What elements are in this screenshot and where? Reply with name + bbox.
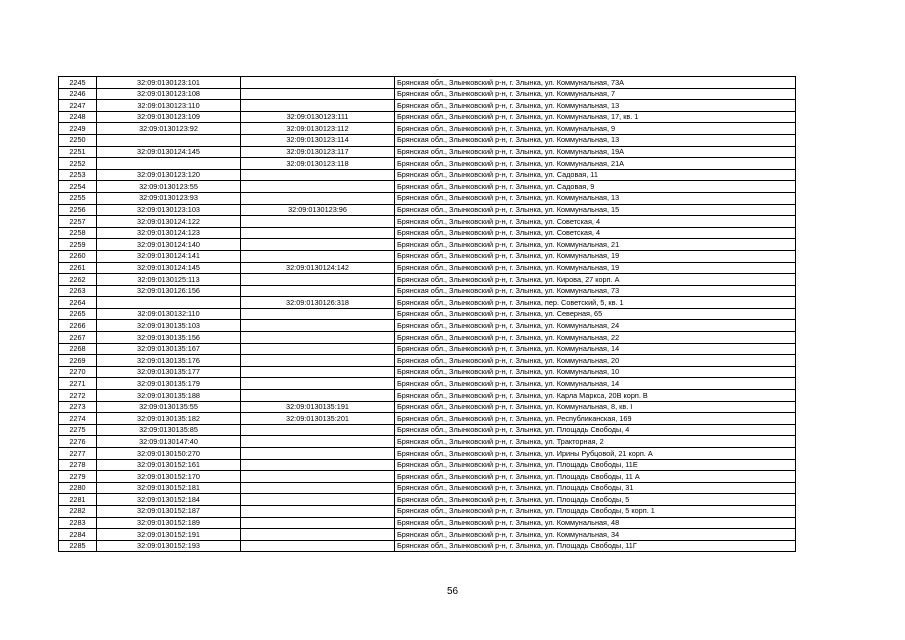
cadastral-number-building-cell — [241, 482, 395, 494]
row-number-cell: 2266 — [59, 320, 97, 332]
table-row — [59, 308, 796, 320]
cadastral-number-building-cell — [241, 239, 395, 251]
cadastral-number-parcel-cell — [97, 134, 241, 146]
address-cell: Брянская обл., Злынковский р-н, г. Злынка, ул. Карла Маркса, 20В корп. В — [395, 390, 796, 402]
row-number-cell: 2255 — [59, 192, 97, 204]
row-number-cell: 2274 — [59, 413, 97, 425]
cadastral-number-building-cell — [241, 505, 395, 517]
address-cell: Брянская обл., Злынковский р-н, г. Злынка, ул. Коммунальная, 9 — [395, 123, 796, 135]
cadastral-number-building-cell — [241, 285, 395, 297]
address-cell: Брянская обл., Злынковский р-н, г. Злынка, ул. Коммунальная, 48 — [395, 517, 796, 529]
cadastral-number-building-cell: 32:09:0130123:96 — [241, 204, 395, 216]
cadastral-number-building-cell — [241, 378, 395, 390]
table-row — [59, 540, 796, 552]
cadastral-number-parcel-cell: 32:09:0130123:55 — [97, 181, 241, 193]
row-number-cell: 2264 — [59, 297, 97, 309]
cadastral-number-building-cell — [241, 459, 395, 471]
cadastral-number-parcel-cell: 32:09:0130124:145 — [97, 146, 241, 158]
row-number-cell: 2272 — [59, 390, 97, 402]
address-cell: Брянская обл., Злынковский р-н, г. Злынка, ул. Площадь Свободы, 4 — [395, 424, 796, 436]
address-cell: Брянская обл., Злынковский р-н, г. Злынка, ул. Коммунальная, 19А — [395, 146, 796, 158]
address-cell: Брянская обл., Злынковский р-н, г. Злынка, ул. Площадь Свободы, 5 — [395, 494, 796, 506]
cadastral-number-building-cell — [241, 332, 395, 344]
table-row — [59, 227, 796, 239]
table-row — [59, 100, 796, 112]
row-number-cell: 2278 — [59, 459, 97, 471]
table-row — [59, 424, 796, 436]
table-row — [59, 366, 796, 378]
row-number-cell: 2281 — [59, 494, 97, 506]
table-row — [59, 146, 796, 158]
cadastral-number-parcel-cell: 32:09:0130152:184 — [97, 494, 241, 506]
cadastral-number-building-cell — [241, 88, 395, 100]
table-row — [59, 482, 796, 494]
address-cell: Брянская обл., Злынковский р-н, г. Злынка, ул. Площадь Свободы, 11Г — [395, 540, 796, 552]
row-number-cell: 2285 — [59, 540, 97, 552]
table-row — [59, 505, 796, 517]
cadastral-number-parcel-cell: 32:09:0130135:177 — [97, 366, 241, 378]
cadastral-number-building-cell — [241, 181, 395, 193]
row-number-cell: 2247 — [59, 100, 97, 112]
table-row — [59, 436, 796, 448]
cadastral-number-parcel-cell: 32:09:0130123:92 — [97, 123, 241, 135]
cadastral-number-building-cell — [241, 366, 395, 378]
cadastral-number-building-cell: 32:09:0130123:118 — [241, 158, 395, 170]
address-cell: Брянская обл., Злынковский р-н, г. Злынка, ул. Площадь Свободы, 5 корп. 1 — [395, 505, 796, 517]
cadastral-number-building-cell: 32:09:0130123:112 — [241, 123, 395, 135]
cadastral-number-parcel-cell: 32:09:0130152:187 — [97, 505, 241, 517]
row-number-cell: 2270 — [59, 366, 97, 378]
cadastral-number-building-cell — [241, 517, 395, 529]
address-cell: Брянская обл., Злынковский р-н, г. Злынка, ул. Коммунальная, 19 — [395, 262, 796, 274]
address-cell: Брянская обл., Злынковский р-н, г. Злынка, ул. Коммунальная, 24 — [395, 320, 796, 332]
address-cell: Брянская обл., Злынковский р-н, г. Злынка, ул. Тракторная, 2 — [395, 436, 796, 448]
row-number-cell: 2250 — [59, 134, 97, 146]
row-number-cell: 2248 — [59, 111, 97, 123]
row-number-cell: 2249 — [59, 123, 97, 135]
table-row — [59, 529, 796, 541]
cadastral-number-parcel-cell: 32:09:0130152:189 — [97, 517, 241, 529]
cadastral-number-parcel-cell: 32:09:0130135:188 — [97, 390, 241, 402]
address-cell: Брянская обл., Злынковский р-н, г. Злынка, ул. Советская, 4 — [395, 227, 796, 239]
cadastral-number-parcel-cell: 32:09:0130152:161 — [97, 459, 241, 471]
cadastral-number-parcel-cell: 32:09:0130132:110 — [97, 308, 241, 320]
cadastral-number-parcel-cell: 32:09:0130123:101 — [97, 77, 241, 89]
address-cell: Брянская обл., Злынковский р-н, г. Злынка, ул. Республиканская, 169 — [395, 413, 796, 425]
table-row — [59, 169, 796, 181]
address-cell: Брянская обл., Злынковский р-н, г. Злынка, ул. Площадь Свободы, 11Е — [395, 459, 796, 471]
cadastral-number-parcel-cell: 32:09:0130135:156 — [97, 332, 241, 344]
row-number-cell: 2265 — [59, 308, 97, 320]
table-row — [59, 343, 796, 355]
cadastral-number-building-cell: 32:09:0130123:117 — [241, 146, 395, 158]
row-number-cell: 2258 — [59, 227, 97, 239]
address-cell: Брянская обл., Злынковский р-н, г. Злынка, ул. Коммунальная, 20 — [395, 355, 796, 367]
cadastral-number-building-cell — [241, 250, 395, 262]
row-number-cell: 2268 — [59, 343, 97, 355]
cadastral-number-building-cell — [241, 529, 395, 541]
address-cell: Брянская обл., Злынковский р-н, г. Злынка, ул. Коммунальная, 14 — [395, 343, 796, 355]
cadastral-number-parcel-cell: 32:09:0130152:193 — [97, 540, 241, 552]
table-row — [59, 413, 796, 425]
cadastral-number-parcel-cell: 32:09:0130123:109 — [97, 111, 241, 123]
cadastral-number-parcel-cell: 32:09:0130152:191 — [97, 529, 241, 541]
cadastral-number-building-cell — [241, 274, 395, 286]
cadastral-number-building-cell: 32:09:0130123:111 — [241, 111, 395, 123]
cadastral-number-building-cell — [241, 355, 395, 367]
address-cell: Брянская обл., Злынковский р-н, г. Злынка, ул. Коммунальная, 15 — [395, 204, 796, 216]
cadastral-number-building-cell — [241, 424, 395, 436]
cadastral-number-building-cell: 32:09:0130135:201 — [241, 413, 395, 425]
row-number-cell: 2284 — [59, 529, 97, 541]
address-cell: Брянская обл., Злынковский р-н, г. Злынка, ул. Коммунальная, 73 — [395, 285, 796, 297]
cadastral-number-parcel-cell: 32:09:0130135:179 — [97, 378, 241, 390]
address-cell: Брянская обл., Злынковский р-н, г. Злынка, ул. Коммунальная, 21 — [395, 239, 796, 251]
address-cell: Брянская обл., Злынковский р-н, г. Злынка, ул. Садовая, 9 — [395, 181, 796, 193]
table-row — [59, 274, 796, 286]
table-row — [59, 448, 796, 460]
row-number-cell: 2276 — [59, 436, 97, 448]
cadastral-number-parcel-cell: 32:09:0130124:123 — [97, 227, 241, 239]
address-cell: Брянская обл., Злынковский р-н, г. Злынка, ул. Советская, 4 — [395, 216, 796, 228]
cadastral-number-parcel-cell: 32:09:0130125:113 — [97, 274, 241, 286]
table-row — [59, 134, 796, 146]
table-row — [59, 239, 796, 251]
cadastral-number-building-cell — [241, 169, 395, 181]
cadastral-number-building-cell: 32:09:0130126:318 — [241, 297, 395, 309]
row-number-cell: 2256 — [59, 204, 97, 216]
row-number-cell: 2277 — [59, 448, 97, 460]
cadastral-number-building-cell — [241, 471, 395, 483]
table-row — [59, 77, 796, 89]
cadastral-number-building-cell — [241, 100, 395, 112]
table-row — [59, 285, 796, 297]
cadastral-number-parcel-cell: 32:09:0130126:156 — [97, 285, 241, 297]
cadastral-table — [58, 76, 796, 552]
cadastral-number-parcel-cell: 32:09:0130123:120 — [97, 169, 241, 181]
row-number-cell: 2271 — [59, 378, 97, 390]
address-cell: Брянская обл., Злынковский р-н, г. Злынка, ул. Коммунальная, 14 — [395, 378, 796, 390]
cadastral-number-parcel-cell: 32:09:0130123:103 — [97, 204, 241, 216]
cadastral-number-parcel-cell: 32:09:0130135:176 — [97, 355, 241, 367]
table-row — [59, 378, 796, 390]
row-number-cell: 2260 — [59, 250, 97, 262]
address-cell: Брянская обл., Злынковский р-н, г. Злынка, ул. Коммунальная, 8, кв. I — [395, 401, 796, 413]
cadastral-number-building-cell: 32:09:0130135:191 — [241, 401, 395, 413]
address-cell: Брянская обл., Злынковский р-н, г. Злынка, ул. Коммунальная, 17, кв. 1 — [395, 111, 796, 123]
table-row — [59, 355, 796, 367]
row-number-cell: 2262 — [59, 274, 97, 286]
address-cell: Брянская обл., Злынковский р-н, г. Злынка, ул. Кирова, 27 корп. А — [395, 274, 796, 286]
row-number-cell: 2267 — [59, 332, 97, 344]
cadastral-number-building-cell — [241, 540, 395, 552]
cadastral-number-parcel-cell: 32:09:0130123:108 — [97, 88, 241, 100]
table-row — [59, 181, 796, 193]
cadastral-number-parcel-cell: 32:09:0130124:141 — [97, 250, 241, 262]
cadastral-number-building-cell — [241, 436, 395, 448]
row-number-cell: 2257 — [59, 216, 97, 228]
cadastral-number-parcel-cell: 32:09:0130124:145 — [97, 262, 241, 274]
cadastral-number-parcel-cell: 32:09:0130152:170 — [97, 471, 241, 483]
address-cell: Брянская обл., Злынковский р-н, г. Злынка, ул. Площадь Свободы, 31 — [395, 482, 796, 494]
table-row — [59, 262, 796, 274]
row-number-cell: 2283 — [59, 517, 97, 529]
cadastral-number-parcel-cell — [97, 297, 241, 309]
table-row — [59, 158, 796, 170]
cadastral-number-building-cell — [241, 320, 395, 332]
row-number-cell: 2269 — [59, 355, 97, 367]
table-row — [59, 320, 796, 332]
cadastral-number-building-cell — [241, 494, 395, 506]
table-row — [59, 401, 796, 413]
cadastral-number-building-cell — [241, 448, 395, 460]
row-number-cell: 2259 — [59, 239, 97, 251]
address-cell: Брянская обл., Злынковский р-н, г. Злынка, ул. Северная, 65 — [395, 308, 796, 320]
table-row — [59, 471, 796, 483]
cadastral-number-parcel-cell: 32:09:0130150:270 — [97, 448, 241, 460]
cadastral-number-building-cell — [241, 343, 395, 355]
table-row — [59, 459, 796, 471]
address-cell: Брянская обл., Злынковский р-н, г. Злынка, ул. Коммунальная, 19 — [395, 250, 796, 262]
table-row — [59, 517, 796, 529]
cadastral-number-building-cell — [241, 227, 395, 239]
cadastral-number-building-cell — [241, 192, 395, 204]
cadastral-number-parcel-cell — [97, 158, 241, 170]
cadastral-table-body — [59, 77, 796, 552]
row-number-cell: 2261 — [59, 262, 97, 274]
row-number-cell: 2275 — [59, 424, 97, 436]
address-cell: Брянская обл., Злынковский р-н, г. Злынка, ул. Коммунальная, 34 — [395, 529, 796, 541]
row-number-cell: 2279 — [59, 471, 97, 483]
page-number: 56 — [446, 586, 459, 597]
address-cell: Брянская обл., Злынковский р-н, г. Злынка, ул. Коммунальная, 13 — [395, 134, 796, 146]
table-row — [59, 297, 796, 309]
row-number-cell: 2263 — [59, 285, 97, 297]
cadastral-number-building-cell: 32:09:0130123:114 — [241, 134, 395, 146]
cadastral-number-parcel-cell: 32:09:0130152:181 — [97, 482, 241, 494]
cadastral-number-parcel-cell: 32:09:0130135:85 — [97, 424, 241, 436]
address-cell: Брянская обл., Злынковский р-н, г. Злынка, ул. Коммунальная, 73А — [395, 77, 796, 89]
address-cell: Брянская обл., Злынковский р-н, г. Злынка, ул. Коммунальная, 22 — [395, 332, 796, 344]
row-number-cell: 2254 — [59, 181, 97, 193]
row-number-cell: 2251 — [59, 146, 97, 158]
row-number-cell: 2253 — [59, 169, 97, 181]
address-cell: Брянская обл., Злынковский р-н, г. Злынка, ул. Коммунальная, 7 — [395, 88, 796, 100]
cadastral-number-parcel-cell: 32:09:0130123:110 — [97, 100, 241, 112]
table-row — [59, 390, 796, 402]
table-row — [59, 88, 796, 100]
cadastral-number-parcel-cell: 32:09:0130124:122 — [97, 216, 241, 228]
row-number-cell: 2282 — [59, 505, 97, 517]
cadastral-number-parcel-cell: 32:09:0130135:167 — [97, 343, 241, 355]
table-row — [59, 111, 796, 123]
row-number-cell: 2273 — [59, 401, 97, 413]
cadastral-number-parcel-cell: 32:09:0130135:182 — [97, 413, 241, 425]
address-cell: Брянская обл., Злынковский р-н, г. Злынка, ул. Коммунальная, 13 — [395, 192, 796, 204]
cadastral-number-parcel-cell: 32:09:0130124:140 — [97, 239, 241, 251]
cadastral-number-building-cell — [241, 390, 395, 402]
cadastral-number-parcel-cell: 32:09:0130135:103 — [97, 320, 241, 332]
address-cell: Брянская обл., Злынковский р-н, г. Злынка, ул. Коммунальная, 13 — [395, 100, 796, 112]
address-cell: Брянская обл., Злынковский р-н, г. Злынка, ул. Садовая, 11 — [395, 169, 796, 181]
cadastral-number-building-cell: 32:09:0130124:142 — [241, 262, 395, 274]
cadastral-number-parcel-cell: 32:09:0130123:93 — [97, 192, 241, 204]
table-row — [59, 250, 796, 262]
row-number-cell: 2245 — [59, 77, 97, 89]
cadastral-number-parcel-cell: 32:09:0130147:40 — [97, 436, 241, 448]
address-cell: Брянская обл., Злынковский р-н, г. Злынка, пер. Советский, 5, кв. 1 — [395, 297, 796, 309]
cadastral-number-parcel-cell: 32:09:0130135:55 — [97, 401, 241, 413]
cadastral-number-building-cell — [241, 77, 395, 89]
row-number-cell: 2246 — [59, 88, 97, 100]
row-number-cell: 2252 — [59, 158, 97, 170]
table-row — [59, 192, 796, 204]
address-cell: Брянская обл., Злынковский р-н, г. Злынка, ул. Коммунальная, 21А — [395, 158, 796, 170]
row-number-cell: 2280 — [59, 482, 97, 494]
address-cell: Брянская обл., Злынковский р-н, г. Злынка, ул. Коммунальная, 10 — [395, 366, 796, 378]
cadastral-number-building-cell — [241, 216, 395, 228]
address-cell: Брянская обл., Злынковский р-н, г. Злынка, ул. Площадь Свободы, 11 А — [395, 471, 796, 483]
table-row — [59, 494, 796, 506]
table-row — [59, 123, 796, 135]
table-row — [59, 204, 796, 216]
address-cell: Брянская обл., Злынковский р-н, г. Злынка, ул. Ирины Рубцовой, 21 корп. А — [395, 448, 796, 460]
table-row — [59, 216, 796, 228]
cadastral-number-building-cell — [241, 308, 395, 320]
table-row — [59, 332, 796, 344]
